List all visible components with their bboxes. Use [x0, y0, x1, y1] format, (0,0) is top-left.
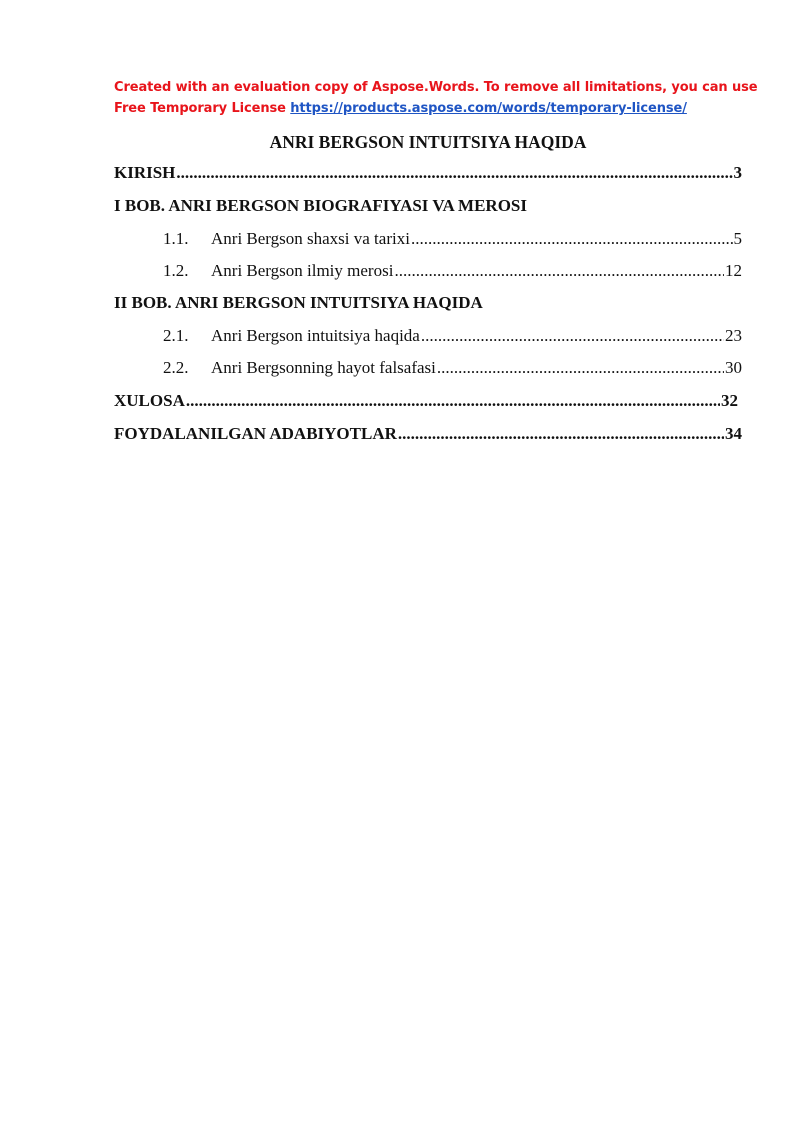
toc-entry-section-2-1[interactable] — [163, 325, 742, 347]
toc-page-number: 5 — [733, 229, 742, 248]
toc-entry-label: Anri Bergsonning hayot falsafasi — [211, 358, 436, 377]
toc-entry-label: Anri Bergson intuitsiya haqida — [211, 326, 420, 345]
evaluation-notice-line1: Created with an evaluation copy of Aspose.Words. To remove all limitations, you can use — [114, 80, 758, 95]
evaluation-notice-line2 — [114, 98, 754, 119]
toc-page-number: 34 — [725, 424, 742, 443]
toc-entry-section-1-2[interactable] — [163, 260, 742, 282]
evaluation-notice — [114, 77, 758, 119]
toc-page-number: 30 — [725, 358, 742, 377]
toc-page-number: 3 — [733, 163, 742, 182]
toc-section-number: 1.2. — [163, 261, 189, 280]
toc-dot-leader — [176, 162, 732, 184]
toc-dot-leader — [186, 390, 720, 412]
toc-entry-section-2-2[interactable] — [163, 357, 742, 379]
toc-entry-label: II BOB. ANRI BERGSON INTUITSIYA HAQIDA — [114, 293, 483, 312]
toc-entry-label: Anri Bergson ilmiy merosi — [211, 261, 394, 280]
toc-dot-leader — [437, 357, 724, 379]
toc-dot-leader — [411, 228, 733, 250]
toc-entry-label: FOYDALANILGAN ADABIYOTLAR — [114, 424, 397, 443]
toc-dot-leader — [421, 325, 724, 347]
toc-entry-label: I BOB. ANRI BERGSON BIOGRAFIYASI VA MEROSI — [114, 196, 527, 215]
toc-dot-leader — [398, 423, 724, 445]
toc-entry-foydalanilgan-adabiyotlar[interactable] — [114, 423, 742, 445]
toc-section-number: 2.2. — [163, 358, 189, 377]
toc-entry-chapter-2[interactable] — [114, 292, 754, 314]
toc-page-number: 12 — [725, 261, 742, 280]
evaluation-notice-license-label: Free Temporary License — [114, 101, 291, 116]
toc-entry-chapter-1[interactable] — [114, 195, 754, 217]
document-title: ANRI BERGSON INTUITSIYA HAQIDA — [269, 132, 587, 152]
toc-entry-kirish[interactable] — [114, 162, 742, 184]
toc-entry-section-1-1[interactable] — [163, 228, 742, 250]
toc-entry-label: KIRISH — [114, 163, 176, 182]
toc-dot-leader — [394, 260, 724, 282]
temporary-license-link[interactable]: https://products.aspose.com/words/temporary-license/ — [290, 101, 687, 116]
toc-entry-label: Anri Bergson shaxsi va tarixi — [211, 229, 410, 248]
toc-page-number: 32 — [721, 391, 738, 410]
toc-section-number: 1.1. — [163, 229, 189, 248]
toc-entry-label: XULOSA — [114, 391, 185, 410]
toc-section-number: 2.1. — [163, 326, 189, 345]
toc-page-number: 23 — [725, 326, 742, 345]
toc-entry-xulosa[interactable] — [114, 390, 738, 412]
